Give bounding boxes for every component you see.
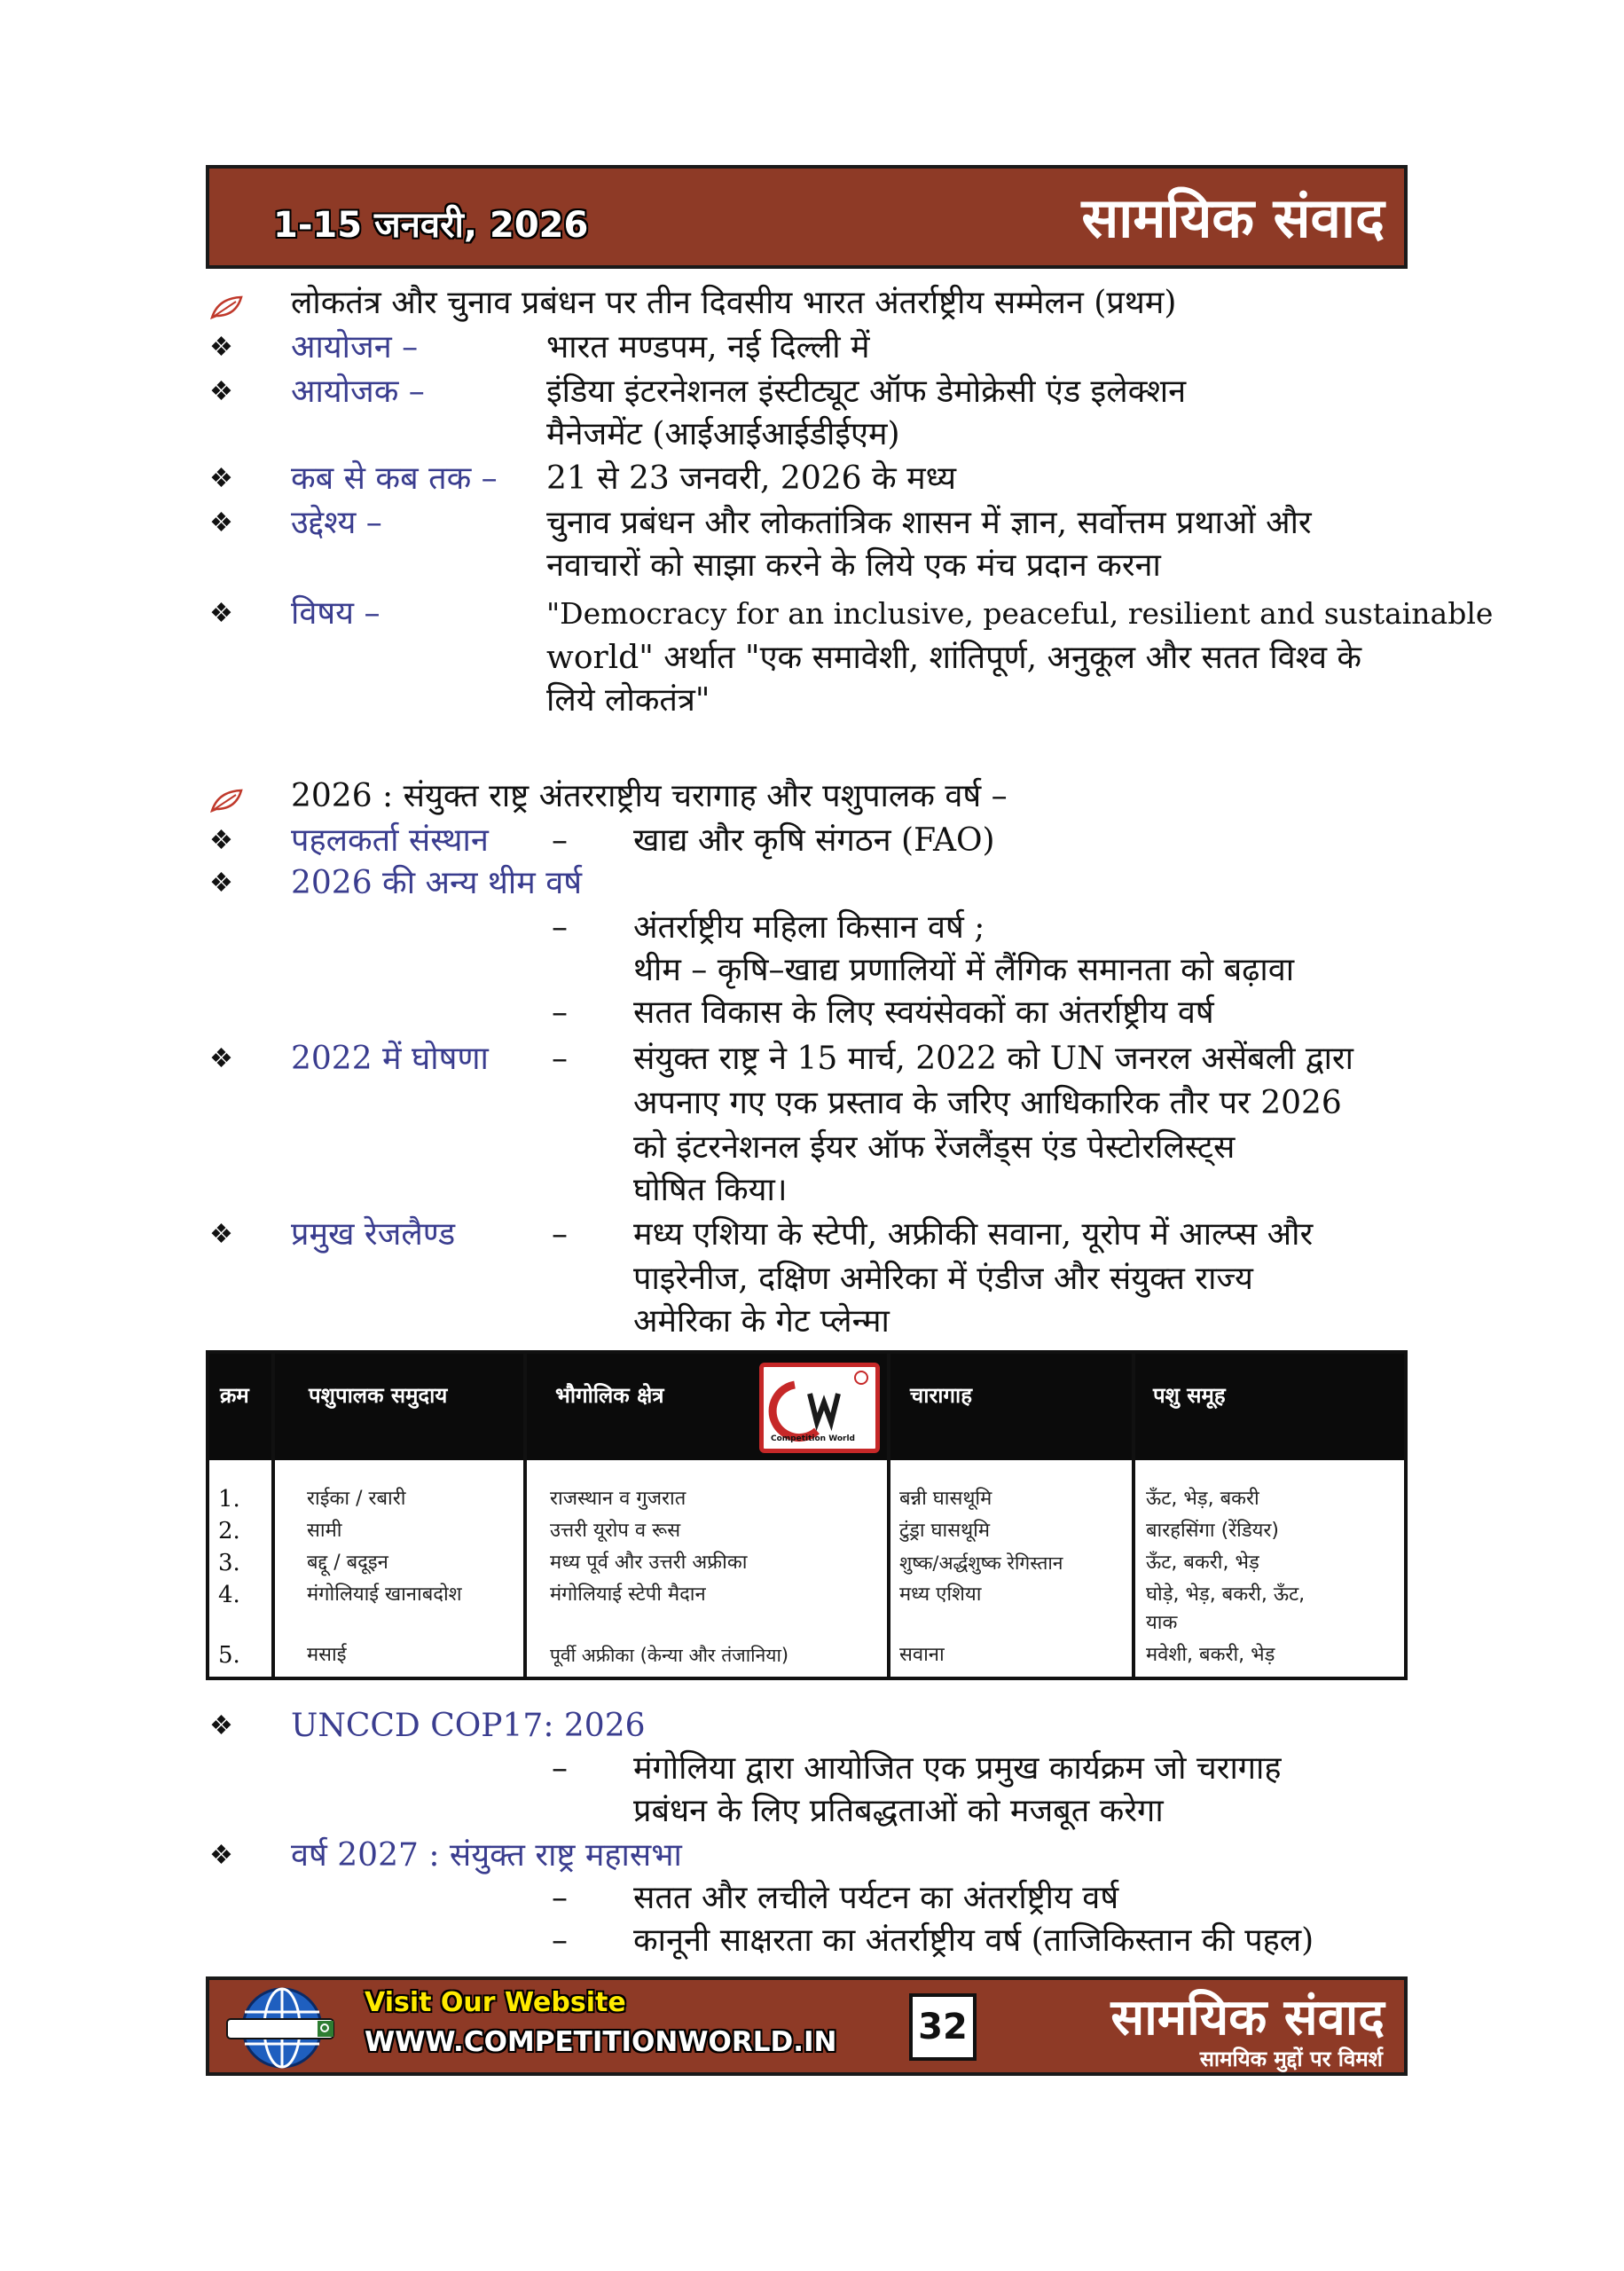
- cell-pasture: बन्नी घासथूमि: [899, 1488, 992, 1510]
- diamond-bullet-icon: ❖: [209, 507, 233, 538]
- item-value: प्रबंधन के लिए प्रतिबद्धताओं को मजबूत करेगा: [633, 1793, 1164, 1829]
- item-value: मध्य एशिया के स्टेपी, अफ्रीकी सवाना, यूरोप में आल्प्स और: [633, 1216, 1314, 1253]
- section-heading: लोकतंत्र और चुनाव प्रबंधन पर तीन दिवसीय भारत अंतर्राष्ट्रीय सम्मेलन (प्रथम): [291, 285, 1177, 321]
- item-label: प्रमुख रेजलैण्ड: [291, 1216, 456, 1253]
- leaf-bullet-icon: [209, 295, 245, 321]
- diamond-bullet-icon: ❖: [209, 1043, 233, 1074]
- item-value: थीम – कृषि–खाद्य प्रणालियों में लैंगिक समानता को बढ़ावा: [633, 952, 1295, 988]
- item-label: आयोजक –: [291, 373, 425, 410]
- diamond-bullet-icon: ❖: [209, 332, 233, 363]
- item-value: नवाचारों को साझा करने के लिये एक मंच प्रदान करना: [546, 547, 1161, 584]
- cell-community: मंगोलियाई खानाबदोश: [307, 1583, 462, 1606]
- column-divider: [271, 1354, 275, 1677]
- cell-animals: घोड़े, भेड़, बकरी, ऊँट,: [1146, 1583, 1306, 1606]
- cell-region: उत्तरी यूरोप व रूस: [550, 1520, 681, 1542]
- diamond-bullet-icon: ❖: [209, 1710, 233, 1741]
- item-label: 2026 की अन्य थीम वर्ष: [291, 865, 583, 901]
- item-value: सतत और लचीले पर्यटन का अंतर्राष्ट्रीय वर्ष: [633, 1880, 1119, 1916]
- pastoral-communities-table: [206, 1350, 1408, 1680]
- item-value: कानूनी साक्षरता का अंतर्राष्ट्रीय वर्ष (ताजिकिस्तान की पहल): [633, 1922, 1314, 1959]
- item-value: घोषित किया।: [633, 1172, 788, 1208]
- header-animals: पशु समूह: [1153, 1383, 1226, 1408]
- cell-community: राईका / रबारी: [307, 1488, 406, 1510]
- diamond-bullet-icon: ❖: [209, 598, 233, 629]
- website-link[interactable]: WWW.COMPETITIONWORLD.IN: [365, 2026, 837, 2058]
- cell-community: सामी: [307, 1520, 342, 1542]
- magazine-title: सामयिक संवाद: [1081, 185, 1385, 250]
- page-footer: [206, 1976, 1408, 2076]
- diamond-bullet-icon: ❖: [209, 1840, 233, 1871]
- dash: –: [552, 909, 568, 946]
- cell-region: मंगोलियाई स्टेपी मैदान: [550, 1583, 706, 1606]
- item-value: मैनेजमेंट (आईआईआईडीईएम): [546, 416, 900, 452]
- cell-animals: बारहसिंगा (रेंडियर): [1146, 1520, 1279, 1542]
- item-value: अंतर्राष्ट्रीय महिला किसान वर्ष ;: [633, 909, 985, 946]
- cell-pasture: सवाना: [899, 1644, 945, 1666]
- visit-website-label: Visit Our Website: [365, 1987, 626, 2018]
- item-value: अपनाए गए एक प्रस्ताव के जरिए आधिकारिक तौर पर 2026: [633, 1085, 1342, 1121]
- row-number: 2.: [218, 1518, 240, 1544]
- dash: –: [552, 1750, 568, 1787]
- leaf-bullet-icon: [209, 788, 245, 814]
- cell-pasture: टुंड्रा घासथूमि: [899, 1520, 991, 1542]
- item-value: लिये लोकतंत्र": [546, 682, 710, 719]
- logo-text: Competition World: [771, 1434, 855, 1443]
- diamond-bullet-icon: ❖: [209, 868, 233, 899]
- dash: –: [552, 1041, 568, 1077]
- item-label: उद्देश्य –: [291, 505, 382, 541]
- item-label: आयोजन –: [291, 329, 419, 365]
- cell-community: बद्दू / बदूइन: [307, 1552, 388, 1574]
- row-number: 5.: [218, 1642, 240, 1669]
- dash: –: [552, 1880, 568, 1916]
- cell-animals: ऊँट, भेड़, बकरी: [1146, 1488, 1259, 1510]
- dash: –: [552, 1922, 568, 1959]
- issue-date: 1-15 जनवरी, 2026: [273, 205, 589, 246]
- diamond-bullet-icon: ❖: [209, 1219, 233, 1250]
- page-header: [206, 165, 1408, 269]
- row-number: 4.: [218, 1582, 240, 1608]
- footer-magazine-title: सामयिक संवाद: [1110, 1989, 1385, 2047]
- item-label: विषय –: [291, 595, 381, 632]
- item-label: वर्ष 2027 : संयुक्त राष्ट्र महासभा: [291, 1837, 682, 1874]
- diamond-bullet-icon: ❖: [209, 463, 233, 494]
- section-heading: 2026 : संयुक्त राष्ट्र अंतरराष्ट्रीय चरागाह और पशुपालक वर्ष –: [291, 778, 1008, 814]
- column-divider: [523, 1354, 527, 1677]
- item-value: सतत विकास के लिए स्वयंसेवकों का अंतर्राष्ट्रीय वर्ष: [633, 994, 1214, 1031]
- row-number: 1.: [218, 1486, 240, 1513]
- footer-tagline: सामयिक मुद्दों पर विमर्श: [1199, 2047, 1383, 2071]
- column-divider: [887, 1354, 890, 1677]
- item-value: world" अर्थात "एक समावेशी, शांतिपूर्ण, अनुकूल और सतत विश्व के: [546, 640, 1362, 676]
- item-value: को इंटरनेशनल ईयर ऑफ रेंजलैंड्स एंड पेस्टोरलिस्ट्स: [633, 1129, 1236, 1166]
- item-value: इंडिया इंटरनेशनल इंस्टीट्यूट ऑफ डेमोक्रेसी एंड इलेक्शन: [546, 373, 1187, 410]
- table-header: [209, 1354, 1404, 1460]
- item-value: खाद्य और कृषि संगठन (FAO): [633, 822, 995, 859]
- item-label: कब से कब तक –: [291, 460, 498, 497]
- dash: –: [552, 1216, 568, 1253]
- diamond-bullet-icon: ❖: [209, 825, 233, 856]
- item-value: अमेरिका के गेट प्लेन्मा: [633, 1303, 890, 1340]
- header-community: पशुपालक समुदाय: [309, 1383, 448, 1408]
- item-value: "Democracy for an inclusive, peaceful, resilient and sustainable: [546, 596, 1494, 631]
- competition-world-logo: [759, 1363, 880, 1453]
- dash: –: [552, 822, 568, 859]
- item-label: पहलकर्ता संस्थान: [291, 822, 489, 859]
- cell-animals: मवेशी, बकरी, भेड़: [1146, 1644, 1275, 1666]
- page-number: 32: [909, 1993, 977, 2061]
- cell-animals: ऊँट, बकरी, भेड़: [1146, 1552, 1259, 1574]
- header-serial: क्रम: [220, 1383, 249, 1408]
- cell-animals: याक: [1146, 1612, 1178, 1634]
- item-label: 2022 में घोषणा: [291, 1041, 489, 1077]
- cell-region: पूर्वी अफ्रीका (केन्या और तंजानिया): [550, 1645, 789, 1666]
- item-value: मंगोलिया द्वारा आयोजित एक प्रमुख कार्यक्रम जो चरागाह: [633, 1750, 1282, 1787]
- dash: –: [552, 994, 568, 1031]
- cell-region: राजस्थान व गुजरात: [550, 1488, 686, 1510]
- item-value: संयुक्त राष्ट्र ने 15 मार्च, 2022 को UN जनरल असेंबली द्वारा: [633, 1041, 1353, 1077]
- cell-pasture: मध्य एशिया: [899, 1583, 982, 1606]
- cell-pasture: शुष्क/अर्द्धशुष्क रेगिस्तान: [899, 1552, 1063, 1574]
- item-value: भारत मण्डपम, नई दिल्ली में: [546, 329, 870, 365]
- globe-icon: [218, 1985, 351, 2071]
- cell-community: मसाई: [307, 1644, 347, 1666]
- header-pasture: चारागाह: [910, 1383, 972, 1408]
- row-number: 3.: [218, 1550, 240, 1576]
- item-value: 21 से 23 जनवरी, 2026 के मध्य: [546, 460, 957, 497]
- column-divider: [1132, 1354, 1135, 1677]
- item-value: चुनाव प्रबंधन और लोकतांत्रिक शासन में ज्ञान, सर्वोत्तम प्रथाओं और: [546, 505, 1312, 541]
- item-label: UNCCD COP17: 2026: [291, 1708, 646, 1744]
- item-value: पाइरेनीज, दक्षिण अमेरिका में एंडीज और संयुक्त राज्य: [633, 1261, 1253, 1297]
- cell-region: मध्य पूर्व और उत्तरी अफ्रीका: [550, 1552, 748, 1574]
- header-region: भौगोलिक क्षेत्र: [555, 1383, 664, 1408]
- diamond-bullet-icon: ❖: [209, 376, 233, 407]
